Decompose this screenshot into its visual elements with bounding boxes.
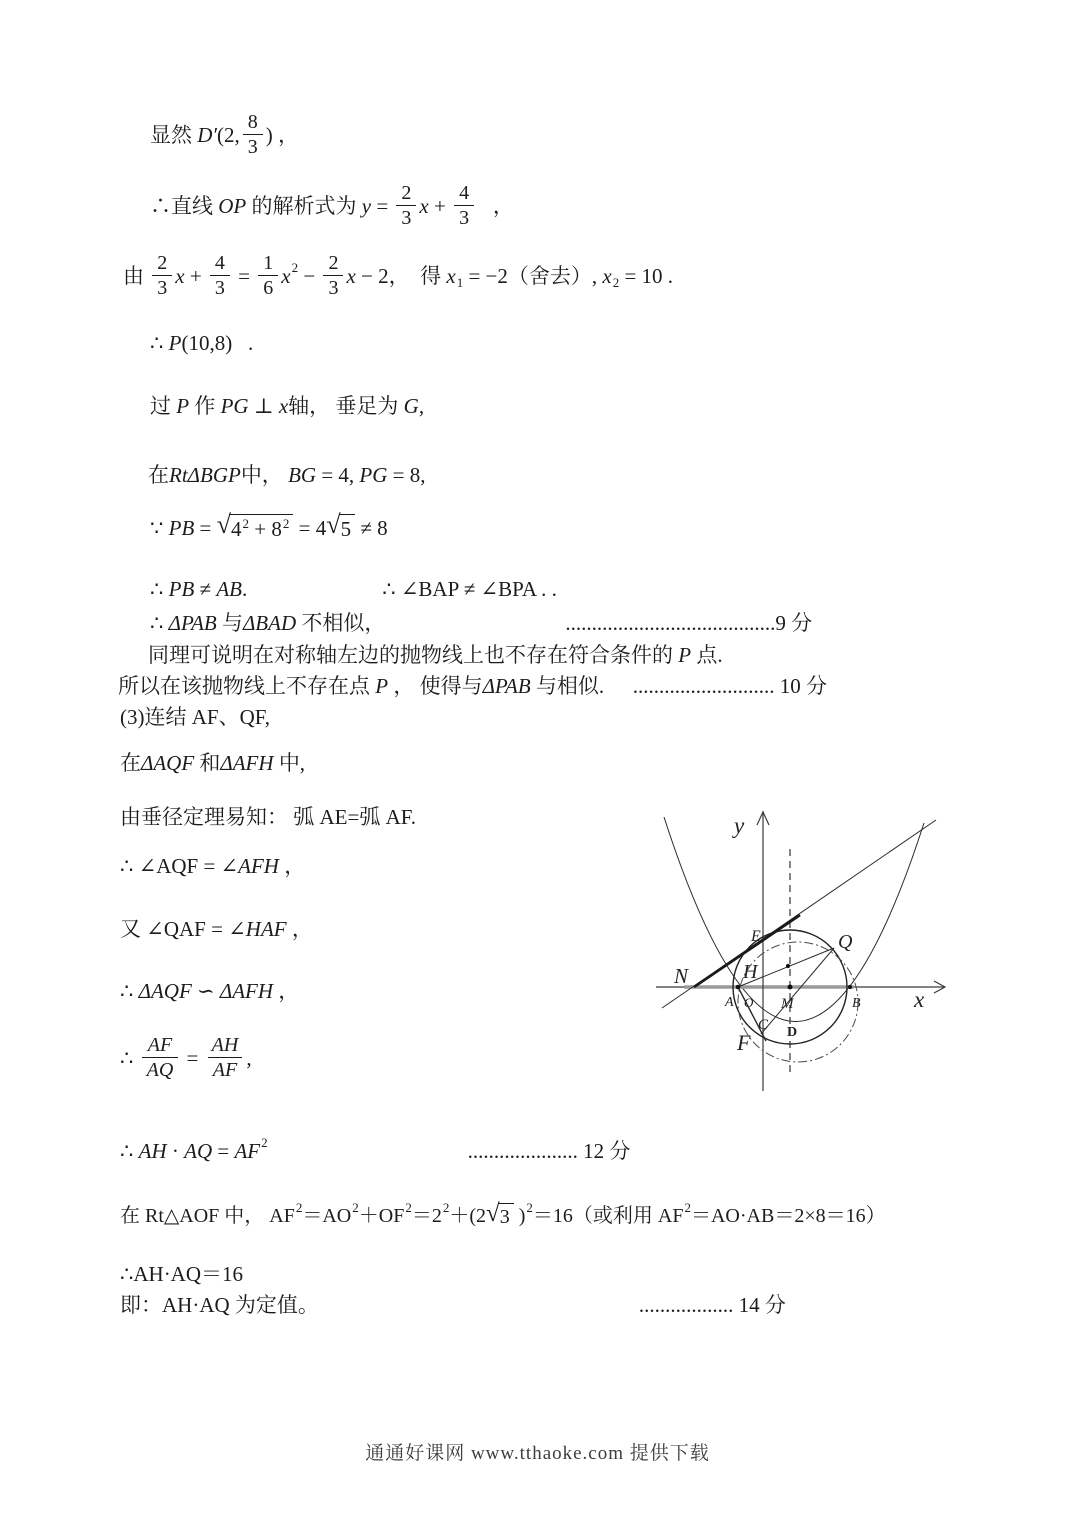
fraction-denominator: 6 — [258, 275, 278, 298]
fraction-numerator: AF — [147, 1034, 173, 1056]
math-text: 在 — [120, 751, 141, 775]
solution-line-20 — [120, 1200, 886, 1230]
math-text: 过 — [150, 394, 177, 418]
math-text: 又 ∠QAF = ∠ — [120, 917, 246, 941]
math-text: 中， — [240, 463, 289, 487]
math-text: 显然 — [150, 122, 198, 147]
math-text: 不相似， — [296, 611, 386, 635]
math-text: = 10 . — [619, 263, 674, 288]
math-text: 在 Rt△AOF 中， AF — [120, 1205, 295, 1227]
solution-line-17 — [120, 978, 299, 1004]
spacer — [319, 1305, 639, 1306]
diagram-label-B: B — [852, 996, 861, 1011]
math-text: ∴ — [150, 331, 169, 355]
subscript: 1 — [456, 274, 464, 290]
radicand — [229, 514, 293, 542]
fraction — [323, 253, 343, 299]
math-variable: D′ — [197, 122, 218, 147]
solution-line-16 — [120, 916, 313, 942]
fraction-denominator: 3 — [210, 275, 230, 298]
math-text: = — [371, 193, 394, 218]
fraction — [396, 183, 416, 229]
solution-line-15 — [120, 853, 305, 879]
math-variable: x — [281, 263, 291, 288]
math-text: ， — [278, 854, 306, 878]
square-root — [216, 510, 294, 542]
math-variable: x — [346, 263, 356, 288]
math-text: = — [181, 1045, 204, 1070]
math-text: ＋(2 — [449, 1205, 486, 1227]
math-variable: x — [602, 263, 612, 288]
math-text: 与 — [216, 611, 243, 635]
math-text: − 2， 得 — [355, 263, 447, 288]
math-variable: P — [678, 643, 692, 667]
math-text: = — [232, 263, 256, 288]
fraction-numerator: 2 — [401, 182, 412, 204]
solution-line-11 — [118, 673, 827, 699]
math-variable: ΔAFH — [219, 979, 274, 1003]
math-text: = −2（舍去）, — [463, 263, 603, 288]
solution-line-10 — [148, 642, 723, 668]
math-text: ........................................9 分 — [565, 611, 813, 635]
math-text: , — [418, 394, 425, 418]
math-text: = — [194, 516, 217, 540]
math-variable: AF — [234, 1139, 261, 1163]
fraction — [152, 253, 172, 299]
fraction-numerator: AH — [211, 1034, 239, 1056]
math-variable: PB — [168, 516, 195, 540]
math-text: ∴AH·AQ＝16 — [120, 1262, 244, 1286]
math-text: = 4 — [293, 516, 327, 540]
math-variable: x — [419, 193, 429, 218]
math-text: 轴， 垂足为 — [288, 394, 404, 418]
math-text: 同理可说明在对称轴左边的抛物线上也不存在符合条件的 — [148, 643, 679, 667]
solution-line-9 — [150, 610, 812, 636]
fraction-denominator: 3 — [396, 205, 416, 228]
solution-line-2 — [150, 183, 514, 229]
math-text: (10,8) . — [181, 331, 254, 355]
math-variable: PG — [359, 463, 388, 487]
superscript: 2 — [684, 1200, 691, 1216]
math-text: ≠ — [194, 577, 217, 601]
math-text: 中, — [273, 751, 306, 775]
solution-line-14 — [120, 804, 416, 830]
spacer — [247, 589, 382, 590]
fraction-numerator: 4 — [214, 252, 225, 274]
fraction — [454, 183, 474, 229]
math-text: 在 — [148, 463, 169, 487]
math-text: ∴ ∠BAP ≠ ∠BPA . . — [382, 577, 557, 601]
math-variable: ΔAFH — [220, 751, 274, 775]
math-variable: x — [175, 263, 185, 288]
diagram-label-A: A — [725, 995, 734, 1010]
fraction-numerator: 4 — [459, 182, 470, 204]
math-variable: BG — [288, 463, 317, 487]
math-variable: AFH — [238, 854, 279, 878]
superscript: 2 — [261, 1135, 268, 1150]
solution-line-8 — [150, 576, 557, 602]
math-text: ⊥ — [248, 394, 279, 418]
math-variable: P — [375, 674, 389, 698]
math-text: 与相似. — [530, 674, 615, 698]
math-text: ∴ — [120, 1045, 139, 1070]
math-variable: PG — [220, 394, 249, 418]
math-text: ， — [273, 979, 300, 1003]
point-B — [848, 985, 852, 989]
solution-line-12 — [120, 704, 270, 730]
math-text: 即：AH·AQ 为定值。 — [120, 1293, 319, 1317]
math-variable: PB — [168, 577, 195, 601]
math-text: 3 — [499, 1206, 510, 1228]
solution-line-4 — [150, 330, 253, 356]
superscript: 2 — [282, 516, 290, 531]
fraction-denominator: 3 — [243, 134, 263, 157]
diagram-label-N: N — [674, 964, 689, 988]
fraction — [258, 253, 278, 299]
math-text: ........................... 10 分 — [632, 674, 827, 698]
math-variable: ΔAQF — [141, 751, 195, 775]
spacer — [268, 1151, 468, 1152]
math-variable: ΔBAD — [242, 611, 297, 635]
math-text: ∴ — [120, 1139, 139, 1163]
solution-line-5 — [150, 393, 424, 419]
math-text: ＝AO — [302, 1205, 352, 1227]
square-root — [486, 1200, 514, 1230]
math-variable: x — [446, 263, 456, 288]
math-text: ) — [513, 1205, 526, 1227]
math-variable: x — [278, 394, 289, 418]
solution-line-21 — [120, 1261, 243, 1287]
math-text: 的解析式为 — [246, 193, 362, 218]
solution-line-6 — [148, 462, 426, 488]
math-variable: ΔPAB — [168, 611, 217, 635]
math-text: · — [166, 1139, 185, 1163]
math-text: + 8 — [249, 517, 282, 541]
point-A — [736, 985, 741, 990]
fraction — [207, 1035, 244, 1081]
spacer — [385, 623, 565, 624]
math-text: ∵ — [150, 516, 169, 540]
math-text: ∴直线 — [150, 193, 219, 218]
math-text: (2, — [217, 122, 240, 147]
diagram-label-F: F — [737, 1030, 751, 1055]
math-text: ≠ 8 — [355, 516, 388, 540]
superscript: 2 — [291, 259, 299, 275]
diagram-label-H: H — [743, 961, 758, 983]
radical-sign-icon: √ — [326, 510, 341, 539]
math-text: ∽ — [191, 979, 220, 1003]
fraction-denominator: 3 — [454, 205, 474, 228]
point-M — [788, 985, 793, 990]
math-text: .................. 14 分 — [638, 1293, 786, 1317]
point-on-AQ — [786, 964, 790, 968]
math-text: − — [298, 263, 321, 288]
math-text: 4 — [231, 517, 242, 541]
superscript: 2 — [242, 516, 250, 531]
footer-text: 通通好课网 www.tthaoke.com 提供下载 — [365, 1443, 710, 1464]
math-text: 5 — [340, 517, 352, 541]
math-text: ..................... 12 分 — [467, 1139, 631, 1163]
fraction-numerator: 8 — [247, 111, 258, 133]
geometry-diagram — [648, 803, 968, 1098]
solution-line-1 — [150, 112, 299, 158]
superscript: 2 — [405, 1200, 412, 1216]
diagram-canvas — [648, 803, 968, 1098]
math-text: ， — [286, 917, 313, 941]
math-text: ) ， — [265, 122, 300, 147]
solution-line-22 — [120, 1292, 786, 1318]
diagram-label-Q: Q — [838, 931, 853, 953]
math-variable: HAF — [245, 917, 287, 941]
superscript: 2 — [526, 1200, 533, 1216]
math-text: ＝16（或利用 AF — [532, 1205, 684, 1227]
superscript: 2 — [442, 1200, 450, 1216]
math-text: , — [246, 1045, 252, 1070]
math-text: + — [184, 263, 207, 288]
solution-line-13 — [120, 750, 305, 776]
diagram-label-C: C — [758, 1017, 769, 1033]
solution-line-7 — [150, 510, 388, 542]
math-text: = — [212, 1139, 235, 1163]
math-text: ∴ — [150, 611, 169, 635]
math-variable: AH — [138, 1139, 167, 1163]
spacer — [615, 686, 633, 687]
fraction-denominator: 3 — [152, 275, 172, 298]
diagram-label-M: M — [781, 996, 794, 1012]
subscript: 2 — [612, 274, 620, 290]
math-variable: G — [403, 394, 419, 418]
math-text: 作 — [189, 394, 221, 418]
math-text: = 4, — [316, 463, 360, 487]
math-variable: AB — [216, 577, 242, 601]
math-text: ∴ — [150, 577, 169, 601]
math-text: 由垂径定理易知： 弧 AE=弧 AF. — [120, 805, 416, 829]
fraction — [142, 1035, 179, 1081]
math-text: ， 使得与 — [388, 674, 483, 698]
math-variable: P — [168, 331, 182, 355]
radicand — [339, 514, 356, 542]
fraction-numerator: 2 — [157, 252, 168, 274]
math-variable: P — [176, 394, 190, 418]
math-text: 所以在该抛物线上不存在点 — [118, 674, 376, 698]
fraction-denominator: AF — [208, 1057, 242, 1080]
superscript: 2 — [352, 1200, 359, 1216]
math-variable: ΔPAB — [482, 674, 531, 698]
math-text: 由 — [123, 263, 150, 288]
fraction-denominator: AQ — [142, 1057, 179, 1080]
math-variable: OP — [218, 193, 247, 218]
math-text: (3)连结 AF、QF, — [120, 705, 270, 729]
solution-line-3 — [123, 253, 673, 299]
math-variable: y — [361, 193, 372, 218]
radical-sign-icon: √ — [216, 510, 232, 539]
fraction-numerator: 1 — [263, 252, 274, 274]
fraction — [210, 253, 230, 299]
solution-line-19 — [120, 1135, 631, 1164]
math-text: 点. — [691, 643, 723, 667]
math-text: ＋OF — [358, 1205, 405, 1227]
math-text: ∴ ∠AQF = ∠ — [120, 854, 239, 878]
math-text: . — [241, 577, 248, 601]
radical-sign-icon: √ — [486, 1200, 500, 1227]
diagram-label-x: x — [914, 987, 925, 1012]
fraction-denominator: 3 — [323, 275, 343, 298]
math-variable: RtΔBGP — [169, 463, 241, 487]
superscript: 2 — [295, 1200, 303, 1216]
math-text: ∴ — [120, 979, 139, 1003]
math-text: + — [428, 193, 452, 218]
diagram-label-O: O — [744, 995, 754, 1010]
diagram-labels — [673, 813, 925, 1055]
fraction-numerator: 2 — [328, 252, 339, 274]
radicand — [498, 1203, 514, 1230]
math-text: ， — [477, 193, 514, 218]
math-text: 和 — [194, 751, 221, 775]
square-root — [326, 510, 355, 542]
math-text: ＝AO·AB＝2×8＝16） — [690, 1205, 886, 1227]
math-text: ＝2 — [411, 1205, 442, 1227]
math-variable: ΔAQF — [138, 979, 192, 1003]
fraction — [243, 112, 263, 158]
math-text: = 8, — [387, 463, 426, 487]
diagram-label-E: E — [751, 928, 761, 945]
math-variable: AQ — [184, 1139, 213, 1163]
diagram-label-y: y — [734, 813, 745, 838]
diagram-label-D: D — [787, 1025, 798, 1040]
solution-line-18 — [120, 1035, 252, 1081]
